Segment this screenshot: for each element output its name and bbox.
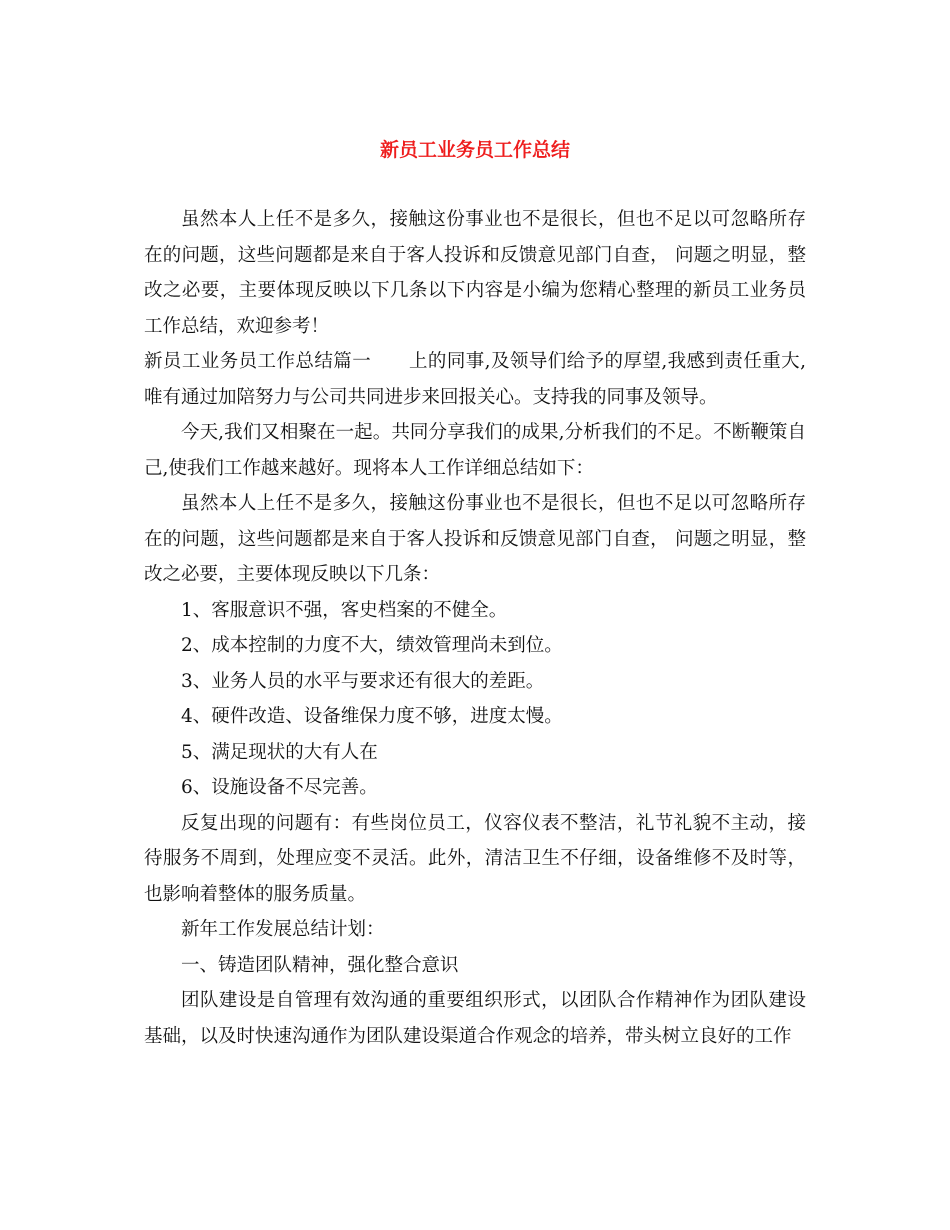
heading-team-spirit: 一、铸造团队精神，强化整合意识 xyxy=(181,954,459,976)
paragraph-new-year-plan: 新年工作发展总结计划： xyxy=(181,919,385,940)
list-item-1: 1、客服意识不强，客史档案的不健全。 xyxy=(181,599,508,621)
document-body xyxy=(144,202,806,1054)
paragraph-repeated-issues: 反复出现的问题有：有些岗位员工，仪容仪表不整洁，礼节礼貌不主动，接待服务不周到，处理应变不灵活。此外，清洁卫生不仔细，设备维修不及时等，也影响着整体的服务质量。 xyxy=(144,812,806,905)
list-item-5: 5、满足现状的大有人在 xyxy=(181,741,378,763)
paragraph-today: 今天,我们又相聚在一起。共同分享我们的成果,分析我们的不足。不断鞭策自己,使我们工作越来越好。现将本人工作详细总结如下： xyxy=(144,422,806,479)
paragraph-section-one: 新员工业务员工作总结篇一 上的同事,及领导们给予的厚望,我感到责任重大,唯有通过加陪努力与公司共同进步来回报关心。支持我的同事及领导。 xyxy=(144,351,806,408)
list-item-6: 6、设施设备不尽完善。 xyxy=(181,777,378,798)
paragraph-problems: 虽然本人上任不是多久，接触这份事业也不是很长，但也不足以可忽略所存在的问题，这些问题都是来自于客人投诉和反馈意见部门自查， 问题之明显，整改之必要，主要体现反映以下几条： xyxy=(144,493,806,585)
paragraph-intro: 虽然本人上任不是多久，接触这份事业也不是很长，但也不足以可忽略所存在的问题，这些问题都是来自于客人投诉和反馈意见部门自查， 问题之明显，整改之必要，主要体现反映以下几条以下内容是小编为您精心整理的新员工业务员工作总结，欢迎参考！ xyxy=(144,209,806,337)
list-item-2: 2、成本控制的力度不大，绩效管理尚未到位。 xyxy=(181,635,563,656)
list-item-3: 3、业务人员的水平与要求还有很大的差距。 xyxy=(181,670,545,692)
document-title: 新员工业务员工作总结 xyxy=(379,139,570,161)
list-item-4: 4、硬件改造、设备维保力度不够，进度太慢。 xyxy=(181,706,563,727)
paragraph-team-building: 团队建设是自管理有效沟通的重要组织形式，以团队合作精神作为团队建设基础，以及时快速沟通作为团队建设渠道合作观念的培养，带头树立良好的工作 xyxy=(144,990,806,1047)
